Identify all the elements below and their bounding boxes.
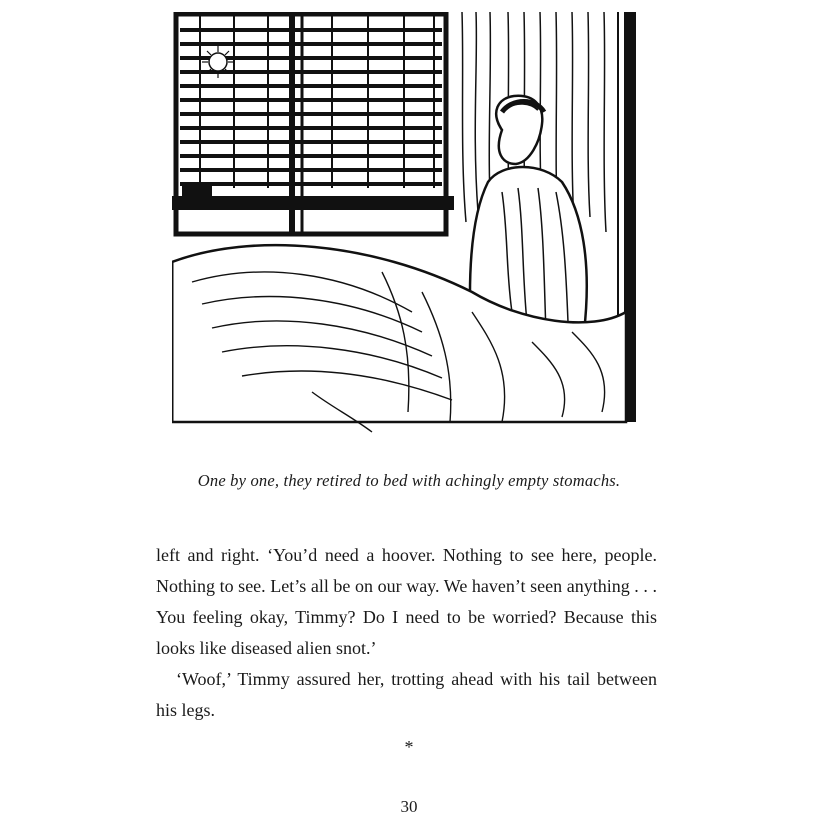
body-text (156, 540, 657, 726)
page-number: 30 (400, 797, 418, 816)
bedroom-window-sketch-icon (172, 12, 646, 442)
paragraph: left and right. ‘You’d need a hoover. Nothing to see here, people. Nothing to see. Let’s all be on our way. We haven’t seen anything . . . You feeling okay, Timmy? Do I need to be worried? Because this looks like diseased alien snot.’ (156, 545, 657, 658)
paragraph: ‘Woof,’ Timmy assured her, trotting ahead with his tail between his legs. (156, 669, 657, 720)
scene-break: * (404, 737, 414, 757)
illustration-caption: One by one, they retired to bed with achingly empty stomachs. (197, 471, 621, 490)
bedroom-illustration (172, 12, 646, 442)
